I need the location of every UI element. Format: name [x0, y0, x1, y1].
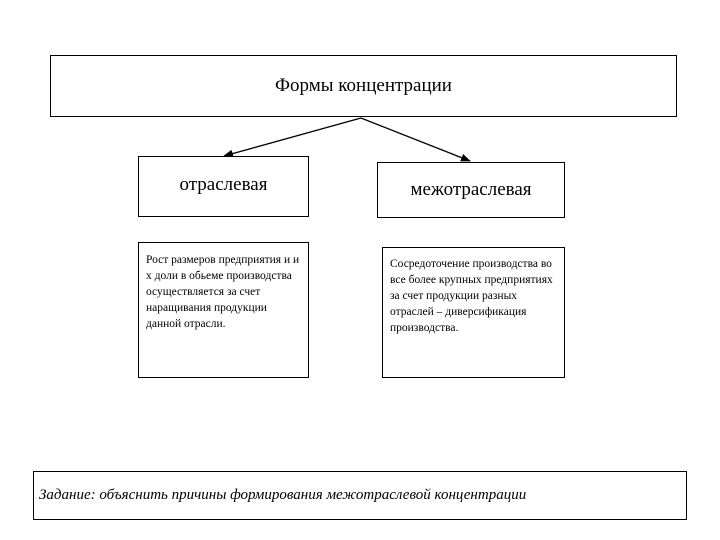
intersectoral-description [382, 247, 565, 378]
sectoral-description [138, 242, 309, 378]
sectoral-description-text: Рост размеров предприятия и и х доли в обьеме производства осуществляется за счет наращивания продукции данной отрасли. [146, 254, 300, 330]
task-box [33, 471, 687, 520]
sectoral-node-label: отраслевая [179, 173, 268, 195]
root-node-label: Формы концентрации [275, 75, 452, 96]
arrow-to-sectoral [224, 118, 361, 156]
task-text: Задание: объяснить причины формирования межотраслевой концентрации [39, 487, 527, 503]
root-node [50, 55, 677, 117]
intersectoral-node-label: межотраслевая [410, 179, 532, 200]
intersectoral-description-text: Сосредоточение производства во все более крупных предприятиях за счет продукции разных отраслей – диверсификация производства. [390, 258, 553, 334]
sectoral-node [138, 156, 309, 217]
arrow-to-intersectoral [361, 118, 470, 161]
intersectoral-node [377, 162, 565, 218]
